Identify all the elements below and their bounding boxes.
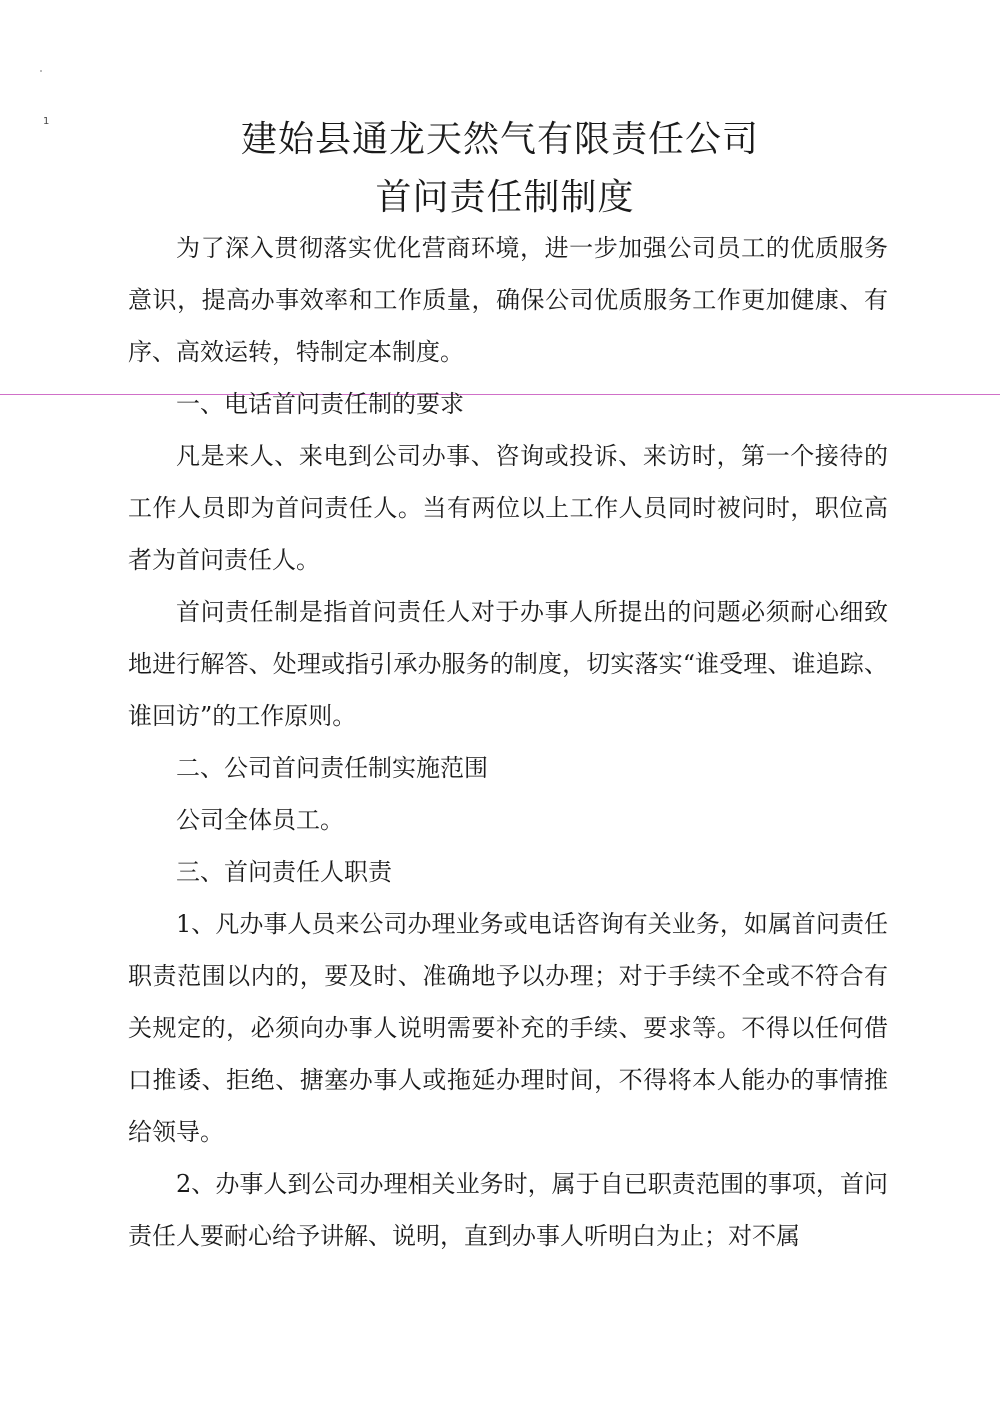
intro-paragraph: 为了深入贯彻落实优化营商环境，进一步加强公司员工的优质服务意识，提高办事效率和工作质量，确保公司优质服务工作更加健康、有序、高效运转，特制定本制度。 [128,234,888,366]
document-body [128,222,888,1262]
body-paragraph: 凡是来人、来电到公司办事、咨询或投诉、来访时，第一个接待的工作人员即为首问责任人。当有两位以上工作人员同时被问时，职位高者为首问责任人。 [128,442,888,574]
section-heading-1: 一、电话首问责任制的要求 [176,390,464,418]
section-heading-2: 二、公司首问责任制实施范围 [176,754,488,782]
scan-speck [40,70,42,72]
title-block [0,112,1000,226]
body-paragraph: 2、办事人到公司办理相关业务时，属于自已职责范围的事项，首问责任人要耐心给予讲解、说明，直到办事人听明白为止；对不属 [128,1170,888,1250]
body-paragraph: 1、凡办事人员来公司办理业务或电话咨询有关业务，如属首问责任职责范围以内的，要及时、准确地予以办理；对于手续不全或不符合有关规定的，必须向办事人说明需要补充的手续、要求等。不得以任何借口推诿、拒绝、搪塞办事人或拖延办理时间，不得将本人能办的事情推给领导。 [128,910,888,1146]
company-title: 建始县通龙天然气有限责任公司 [240,119,759,160]
section-heading-3: 三、首问责任人职责 [176,858,392,886]
body-paragraph: 首问责任制是指首问责任人对于办事人所提出的问题必须耐心细致地进行解答、处理或指引承办服务的制度，切实落实“谁受理、谁追踪、谁回访”的工作原则。 [128,598,888,730]
page-mark: 1 [43,116,50,127]
body-paragraph: 公司全体员工。 [176,806,344,834]
document-title: 首问责任制制度 [375,177,635,218]
